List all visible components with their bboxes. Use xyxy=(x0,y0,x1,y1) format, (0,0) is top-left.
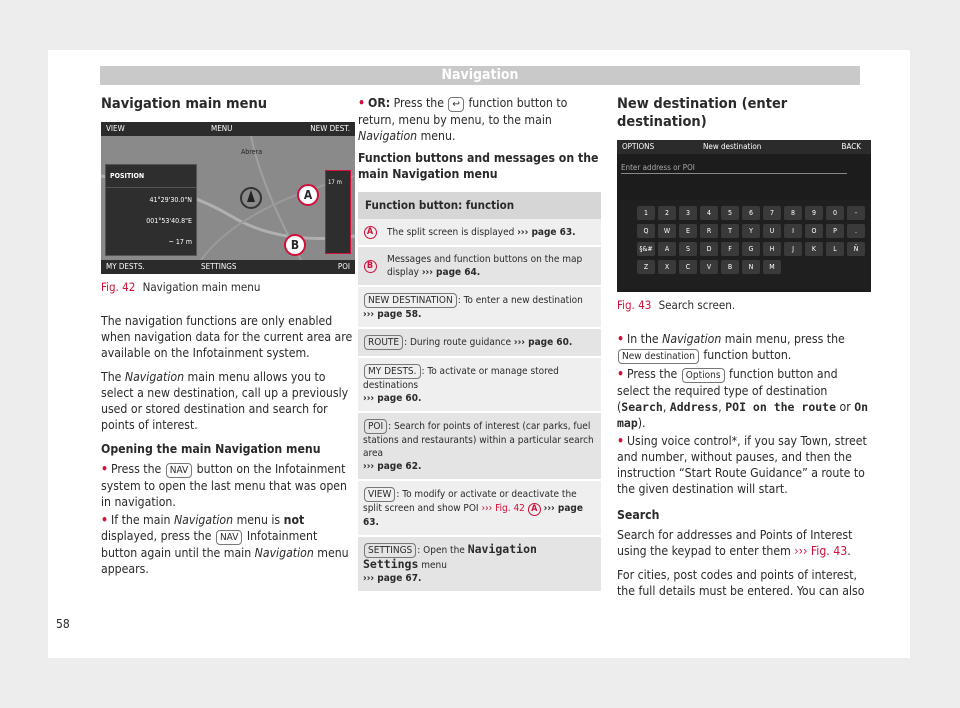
figure-caption-text: Search screen. xyxy=(658,298,736,312)
keyboard-key[interactable]: 7 xyxy=(763,206,781,220)
keyboard-key[interactable]: . xyxy=(847,224,865,238)
table-row: MY DESTS. : To activate or manage stored destinations ››› page 60. xyxy=(358,357,601,412)
keyboard xyxy=(617,200,871,290)
view-button[interactable]: VIEW xyxy=(106,124,125,133)
table-row: ROUTE : During route guidance ››› page 60. xyxy=(358,328,601,357)
nav-key-2: NAV xyxy=(216,530,242,545)
section-heading: Navigation main menu xyxy=(101,96,268,112)
keyboard-key[interactable]: G xyxy=(742,242,760,256)
screen-top-bar xyxy=(617,140,871,154)
keyboard-key[interactable]: U xyxy=(763,224,781,238)
keyboard-key[interactable]: W xyxy=(658,224,676,238)
settings-button[interactable]: SETTINGS xyxy=(201,262,237,271)
callout-b: B xyxy=(284,234,306,256)
screen-bottom-bar xyxy=(101,260,355,274)
keyboard-key[interactable]: Q xyxy=(637,224,655,238)
new-destination-key: New destination xyxy=(618,349,699,364)
back-arrow-icon: ↩ xyxy=(448,97,464,112)
keyboard-key[interactable]: 1 xyxy=(637,206,655,220)
keyboard-key[interactable]: C xyxy=(679,260,697,274)
table-row: A The split screen is displayed ››› page 63. xyxy=(358,219,601,246)
section-heading-new-destination: New destination (enter destination) xyxy=(617,96,788,130)
keyboard-key[interactable]: 0 xyxy=(826,206,844,220)
my-dests-button[interactable]: MY DESTS. xyxy=(106,262,145,271)
keyboard-key[interactable]: J xyxy=(784,242,802,256)
keyboard-key[interactable]: I xyxy=(784,224,802,238)
figure-label: Fig. 43 xyxy=(617,298,652,312)
keyboard-key[interactable]: K xyxy=(805,242,823,256)
address-input[interactable]: Enter address or POI xyxy=(621,160,847,174)
bullet-not-displayed: • If the main Navigation menu is not displayed, press the NAV Infotainment button again until the main Navigation menu appears. xyxy=(101,513,349,576)
section-header: Navigation xyxy=(100,66,860,85)
table-header: Function button: function xyxy=(358,192,601,219)
table-row: NEW DESTINATION : To enter a new destination ››› page 58. xyxy=(358,286,601,328)
latitude: 41°29'30.0"N xyxy=(149,196,192,204)
map-messages-bar xyxy=(325,170,351,254)
nav-key: NAV xyxy=(166,463,192,478)
keyboard-key[interactable]: O xyxy=(805,224,823,238)
keyboard-key[interactable]: B xyxy=(721,260,739,274)
keyboard-key[interactable]: L xyxy=(826,242,844,256)
keyboard-key[interactable]: 3 xyxy=(679,206,697,220)
column-left xyxy=(101,95,356,579)
page-number: 58 xyxy=(56,617,70,631)
longitude: 001°53'40.8"E xyxy=(146,217,192,225)
keyboard-key[interactable]: 4 xyxy=(700,206,718,220)
bullet-in-navigation: • In the Navigation main menu, press the New destination function button. xyxy=(617,332,845,362)
keyboard-key[interactable]: R xyxy=(700,224,718,238)
keyboard-key[interactable]: V xyxy=(700,260,718,274)
map-city-label: Abrera xyxy=(241,148,263,156)
figure-navigation-main-menu xyxy=(101,122,355,274)
keyboard-key[interactable]: F xyxy=(721,242,739,256)
altitude: ~ 17 m xyxy=(168,238,192,246)
poi-button[interactable]: POI xyxy=(337,262,350,271)
keyboard-key[interactable]: §&# xyxy=(637,242,655,256)
keyboard-key[interactable]: Y xyxy=(742,224,760,238)
function-buttons-table xyxy=(358,192,601,593)
keyboard-key[interactable]: 5 xyxy=(721,206,739,220)
keyboard-key[interactable]: 6 xyxy=(742,206,760,220)
paragraph-cities: For cities, post codes and points of interest, the full details must be entered. You can also xyxy=(617,568,865,598)
table-row: POI : Search for points of interest (car parks, fuel stations and restaurants) within a particular search area ››› page 62. xyxy=(358,412,601,480)
figure-search-screen xyxy=(617,140,871,292)
speed-info: 17 m xyxy=(328,179,342,186)
subheading-opening: Opening the main Navigation menu xyxy=(101,442,321,456)
bullet-press-nav: • Press the NAV button on the Infotainment system to open the last menu that was open in navigation. xyxy=(101,462,347,509)
callout-a: A xyxy=(297,184,319,206)
keyboard-key[interactable]: T xyxy=(721,224,739,238)
column-right xyxy=(617,95,872,607)
keyboard-key[interactable]: 2 xyxy=(658,206,676,220)
figure-caption xyxy=(101,279,356,295)
options-key: Options xyxy=(682,368,725,383)
figure-caption xyxy=(617,297,872,313)
back-button[interactable]: BACK xyxy=(841,142,861,151)
keyboard-key[interactable]: A xyxy=(658,242,676,256)
column-middle xyxy=(358,95,601,593)
keyboard-key[interactable]: - xyxy=(847,206,865,220)
keyboard-key[interactable]: N xyxy=(742,260,760,274)
new-dest-button[interactable]: NEW DEST. xyxy=(310,124,350,133)
keyboard-key[interactable]: S xyxy=(679,242,697,256)
keyboard-key[interactable]: M xyxy=(763,260,781,274)
table-row: B Messages and function buttons on the map display ››› page 64. xyxy=(358,246,601,286)
position-title: POSITION xyxy=(106,165,196,188)
keyboard-key[interactable]: 8 xyxy=(784,206,802,220)
bullet-or-return: • OR: Press the ↩ function button to return, menu by menu, to the main Navigation menu. xyxy=(358,96,568,143)
table-row: VIEW : To modify or activate or deactivate the split screen and show POI ››› Fig. 42 A ››› page 63. xyxy=(358,480,601,536)
keyboard-key[interactable]: Z xyxy=(637,260,655,274)
figure-label: Fig. 42 xyxy=(101,280,136,294)
figure-caption-text: Navigation main menu xyxy=(142,280,261,294)
subheading-function-buttons: Function buttons and messages on the main Navigation menu xyxy=(358,151,599,181)
paragraph-intro: The navigation functions are only enabled when navigation data for the current area are available on the Infotainment system. xyxy=(101,314,353,360)
options-button[interactable]: OPTIONS xyxy=(622,142,655,151)
bullet-voice-control: • Using voice control*, if you say Town, street and number, without pauses, and then the instruction “Start Route Guidance” a route to the given destination will start. xyxy=(617,434,867,496)
table-row: SETTINGS : Open the Navigation Settings menu ››› page 67. xyxy=(358,536,601,592)
keyboard-key[interactable]: H xyxy=(763,242,781,256)
keyboard-key[interactable]: E xyxy=(679,224,697,238)
keyboard-key[interactable]: Ñ xyxy=(847,242,865,256)
keyboard-key[interactable]: X xyxy=(658,260,676,274)
bullet-press-options: • Press the Options function button and select the required type of destination (Search, Address, POI on the route or On map). xyxy=(617,367,869,430)
keyboard-key[interactable]: D xyxy=(700,242,718,256)
subheading-search: Search xyxy=(617,508,660,522)
screen-top-bar xyxy=(101,122,355,136)
paragraph-main-menu: The Navigation main menu allows you to select a new destination, call up a previously used or stored destination and search for points of interest. xyxy=(101,370,349,432)
paragraph-search: Search for addresses and Points of Interest using the keypad to enter them ››› Fig. 43. xyxy=(617,528,853,558)
screen-title: New destination xyxy=(703,142,762,151)
menu-button[interactable]: MENU xyxy=(211,124,233,133)
keyboard-key[interactable]: P xyxy=(826,224,844,238)
position-panel xyxy=(105,164,197,256)
keyboard-key[interactable]: 9 xyxy=(805,206,823,220)
